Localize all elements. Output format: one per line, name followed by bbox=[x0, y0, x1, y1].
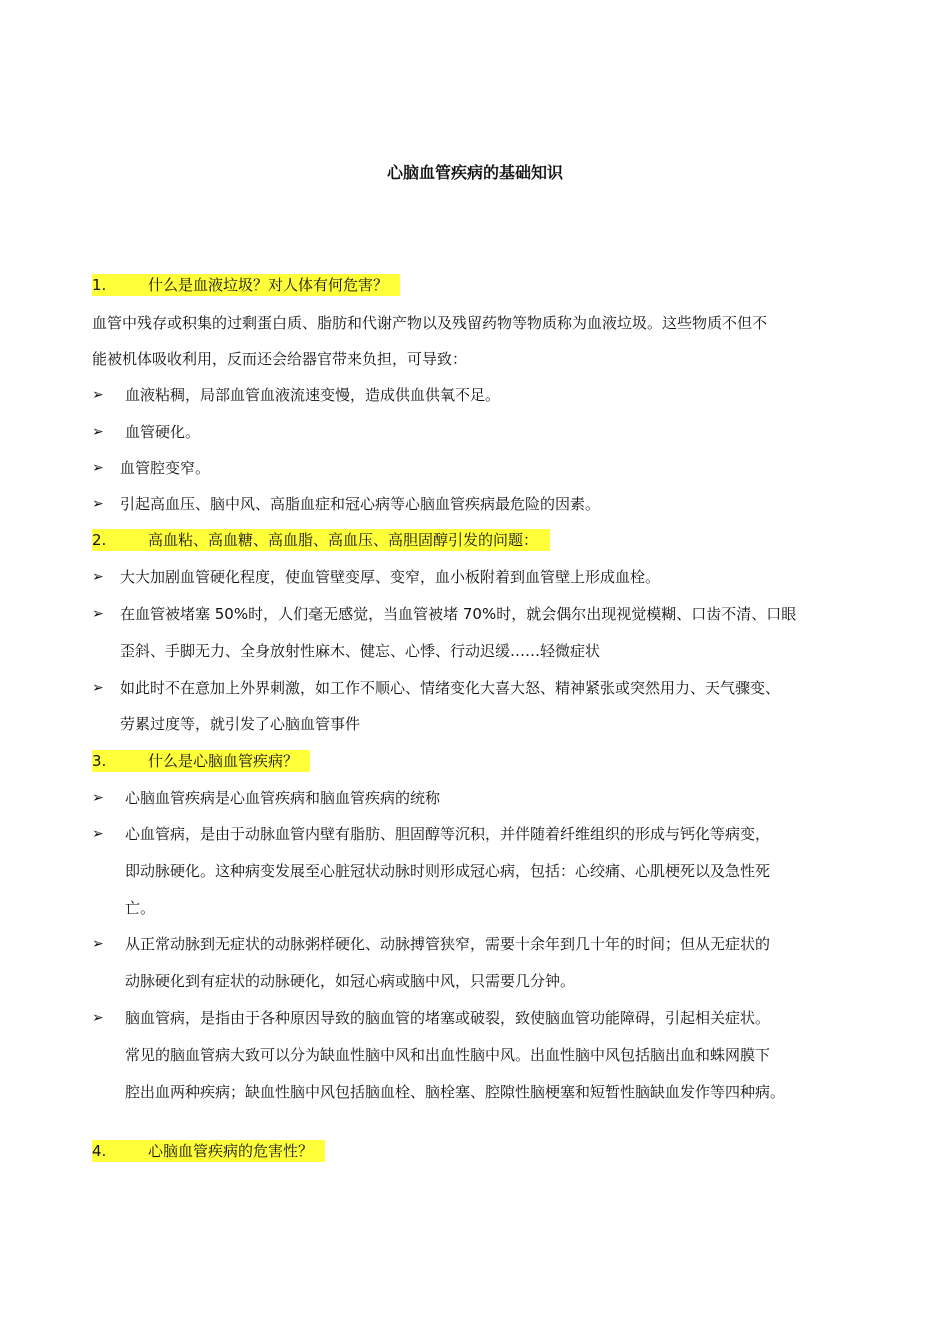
bullet-arrow-icon: ➢ bbox=[92, 936, 104, 952]
section-2-heading bbox=[92, 529, 550, 551]
section-1-paragraph-line-2: 能被机体吸收利用，反而还会给器官带来负担，可导致： bbox=[92, 350, 468, 368]
bullet-arrow-icon: ➢ bbox=[92, 1010, 104, 1026]
section-2-bullet-1: 大大加剧血管硬化程度，使血管壁变厚、变窄，血小板附着到血管壁上形成血栓。 bbox=[120, 568, 661, 586]
section-4-heading bbox=[92, 1140, 325, 1162]
bullet-arrow-icon: ➢ bbox=[92, 387, 104, 403]
section-2-bullet-2-line-2: 歪斜、手脚无力、全身放射性麻木、健忘、心悸、行动迟缓……轻微症状 bbox=[120, 642, 601, 660]
section-3-bullet-2-line-1: 心血管病，是由于动脉血管内壁有脂肪、胆固醇等沉积，并伴随着纤维组织的形成与钙化等病变， bbox=[125, 825, 771, 843]
section-1-bullet-4: 引起高血压、脑中风、高脂血症和冠心病等心脑血管疾病最危险的因素。 bbox=[120, 495, 601, 513]
section-1-heading-text: 什么是血液垃圾？对人体有何危害？ bbox=[148, 276, 389, 294]
section-3-bullet-4-line-3: 腔出血两种疾病；缺血性脑中风包括脑血栓、脑栓塞、腔隙性脑梗塞和短暂性脑缺血发作等四种病。 bbox=[125, 1083, 786, 1101]
section-1-bullet-1: 血液粘稠，局部血管血液流速变慢，造成供血供氧不足。 bbox=[125, 386, 501, 404]
section-3-bullet-4-line-2: 常见的脑血管病大致可以分为缺血性脑中风和出血性脑中风。出血性脑中风包括脑出血和蛛网膜下 bbox=[125, 1046, 771, 1064]
section-1-bullet-3: 血管腔变窄。 bbox=[120, 459, 211, 477]
section-3-bullet-3-line-2: 动脉硬化到有症状的动脉硬化，如冠心病或脑中风，只需要几分钟。 bbox=[125, 972, 576, 990]
bullet-arrow-icon: ➢ bbox=[92, 496, 104, 512]
section-3-bullet-2-line-3: 亡。 bbox=[125, 899, 156, 917]
section-2-bullet-3-line-1: 如此时不在意加上外界刺激，如工作不顺心、情绪变化大喜大怒、精神紧张或突然用力、天气骤变、 bbox=[120, 679, 781, 697]
section-3-bullet-2-line-2: 即动脉硬化。这种病变发展至心脏冠状动脉时则形成冠心病，包括：心绞痛、心肌梗死以及急性死 bbox=[125, 862, 771, 880]
bullet-arrow-icon: ➢ bbox=[92, 460, 104, 476]
bullet-arrow-icon: ➢ bbox=[92, 680, 104, 696]
section-3-bullet-3-line-1: 从正常动脉到无症状的动脉粥样硬化、动脉搏管狭窄，需要十余年到几十年的时间；但从无症状的 bbox=[125, 935, 771, 953]
section-3-bullet-4-line-1: 脑血管病，是指由于各种原因导致的脑血管的堵塞或破裂，致使脑血管功能障碍，引起相关症状。 bbox=[125, 1009, 771, 1027]
section-3-heading bbox=[92, 750, 310, 772]
bullet-arrow-icon: ➢ bbox=[92, 606, 104, 622]
bullet-arrow-icon: ➢ bbox=[92, 569, 104, 585]
section-1-bullet-2: 血管硬化。 bbox=[125, 423, 201, 441]
section-1-paragraph-line-1: 血管中残存或积集的过剩蛋白质、脂肪和代谢产物以及残留药物等物质称为血液垃圾。这些物质不但不 bbox=[92, 314, 768, 332]
bullet-arrow-icon: ➢ bbox=[92, 424, 104, 440]
section-3-number: 3. bbox=[92, 752, 107, 770]
section-1-heading bbox=[92, 274, 400, 296]
document-title: 心脑血管疾病的基础知识 bbox=[386, 163, 563, 182]
section-3-bullet-1: 心脑血管疾病是心血管疾病和脑血管疾病的统称 bbox=[125, 789, 441, 807]
section-3-heading-text: 什么是心脑血管疾病？ bbox=[148, 752, 299, 770]
section-2-bullet-2-line-1: 在血管被堵塞 50%时，人们毫无感觉，当血管被堵 70%时，就会偶尔出现视觉模糊、口齿不清、口眼 bbox=[120, 605, 797, 623]
section-4-number: 4. bbox=[92, 1142, 107, 1160]
bullet-arrow-icon: ➢ bbox=[92, 790, 104, 806]
bullet-arrow-icon: ➢ bbox=[92, 826, 104, 842]
section-1-number: 1. bbox=[92, 276, 107, 294]
section-2-number: 2. bbox=[92, 531, 107, 549]
section-4-heading-text: 心脑血管疾病的危害性？ bbox=[148, 1142, 314, 1160]
section-2-bullet-3-line-2: 劳累过度等，就引发了心脑血管事件 bbox=[120, 715, 361, 733]
section-2-heading-text: 高血粘、高血糖、高血脂、高血压、高胆固醇引发的问题： bbox=[148, 531, 539, 549]
